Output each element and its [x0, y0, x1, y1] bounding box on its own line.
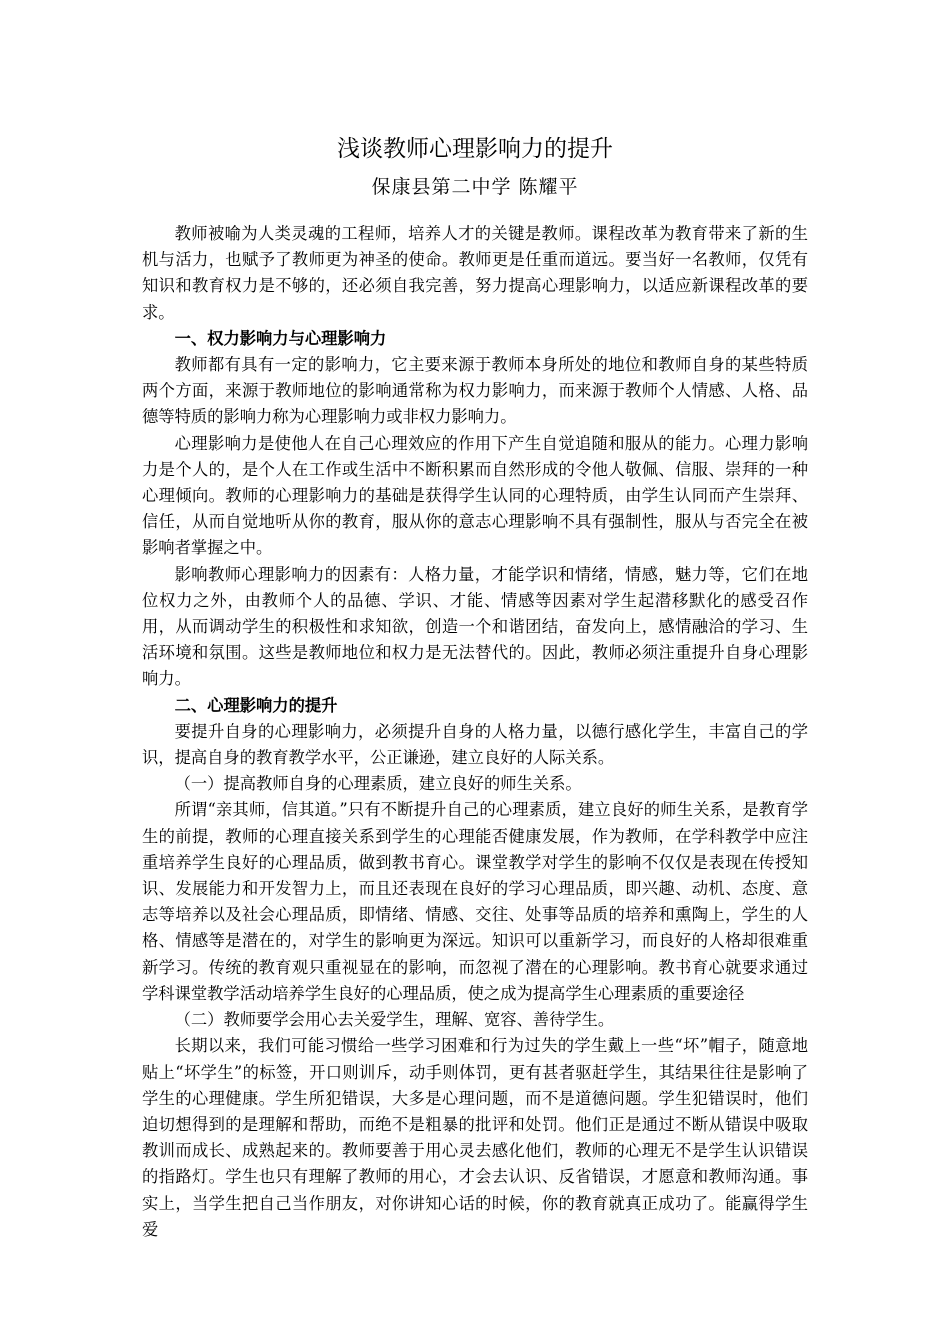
- author-line: 保康县第二中学 陈耀平: [371, 176, 579, 198]
- paragraph: 影响教师心理影响力的因素有：人格力量，才能学识和情绪，情感，魅力等，它们在地位权力之外，由教师个人的品德、学识、才能、情感等因素对学生起潜移默化的感受召作用，从而调动学生的积极性和求知欲，创造一个和谐团结，奋发向上，感情融洽的学习、生活环境和氛围。这些是教师地位和权力是无法替代的。因此，教师必须注重提升自身心理影响力。: [142, 564, 808, 689]
- paragraph: （二）教师要学会用心去关爱学生，理解、宽容、善待学生。: [174, 1010, 615, 1030]
- document-title: 浅谈教师心理影响力的提升: [337, 136, 613, 162]
- section-heading: 二、心理影响力的提升: [174, 695, 338, 715]
- paragraph: 心理影响力是使他人在自己心理效应的作用下产生自觉追随和服从的能力。心理力影响力是个人的，是个人在工作或生活中不断积累而自然形成的令他人敬佩、信服、崇拜的一种心理倾向。教师的心理影响力的基础是获得学生认同的心理特质，由学生认同而产生崇拜、信任，从而自觉地听从你的教育，服从你的意志心理影响不具有强制性，服从与否完全在被影响者掌握之中。: [142, 433, 808, 558]
- paragraph: 教师都有具有一定的影响力，它主要来源于教师本身所处的地位和教师自身的某些特质两个方面，来源于教师地位的影响通常称为权力影响力，而来源于教师个人情感、人格、品德等特质的影响力称为心理影响力或非权力影响力。: [142, 355, 808, 427]
- paragraph: 要提升自身的心理影响力，必须提升自身的人格力量，以德行感化学生，丰富自己的学识，提高自身的教育教学水平，公正谦逊，建立良好的人际关系。: [142, 721, 808, 768]
- paragraph: 所谓“亲其师，信其道。”只有不断提升自己的心理素质，建立良好的师生关系，是教育学生的前提，教师的心理直接关系到学生的心理能否健康发展，作为教师，在学科教学中应注重培养学生良好的心理品质，做到教书育心。课堂教学对学生的影响不仅仅是表现在传授知识、发展能力和开发智力上，而且还表现在良好的学习心理品质，即兴趣、动机、态度、意志等培养以及社会心理品质，即情绪、情感、交往、处事等品质的培养和熏陶上，学生的人格、情感等是潜在的，对学生的影响更为深远。知识可以重新学习，而良好的人格却很难重新学习。传统的教育观只重视显在的影响，而忽视了潜在的心理影响。教书育心就要求通过学科课堂教学活动培养学生良好的心理品质，使之成为提高学生心理素质的重要途径: [142, 800, 808, 1003]
- paragraph: （一）提高教师自身的心理素质，建立良好的师生关系。: [174, 774, 582, 794]
- document-body: [142, 221, 808, 1243]
- paragraph: 教师被喻为人类灵魂的工程师，培养人才的关键是教师。课程改革为教育带来了新的生机与活力，也赋予了教师更为神圣的使命。教师更是任重而道远。要当好一名教师，仅凭有知识和教育权力是不够的，还必须自我完善，努力提高心理影响力，以适应新课程改革的要求。: [142, 224, 808, 322]
- paragraph: 长期以来，我们可能习惯给一些学习困难和行为过失的学生戴上一些“坏”帽子，随意地贴上“坏学生”的标签，开口则训斥，动手则体罚，更有甚者驱赶学生，其结果往往是影响了学生的心理健康。学生所犯错误，大多是心理问题，而不是道德问题。学生犯错误时，他们迫切想得到的是理解和帮助，而绝不是粗暴的批评和处罚。他们正是通过不断从错误中吸取教训而成长、成熟起来的。教师要善于用心灵去感化他们，教师的心理无不是学生认识错误的指路灯。学生也只有理解了教师的用心，才会去认识、反省错误，才愿意和教师沟通。事实上，当学生把自己当作朋友，对你讲知心话的时候，你的教育就真正成功了。能赢得学生爱: [142, 1036, 808, 1239]
- section-heading: 一、权力影响力与心理影响力: [174, 328, 387, 348]
